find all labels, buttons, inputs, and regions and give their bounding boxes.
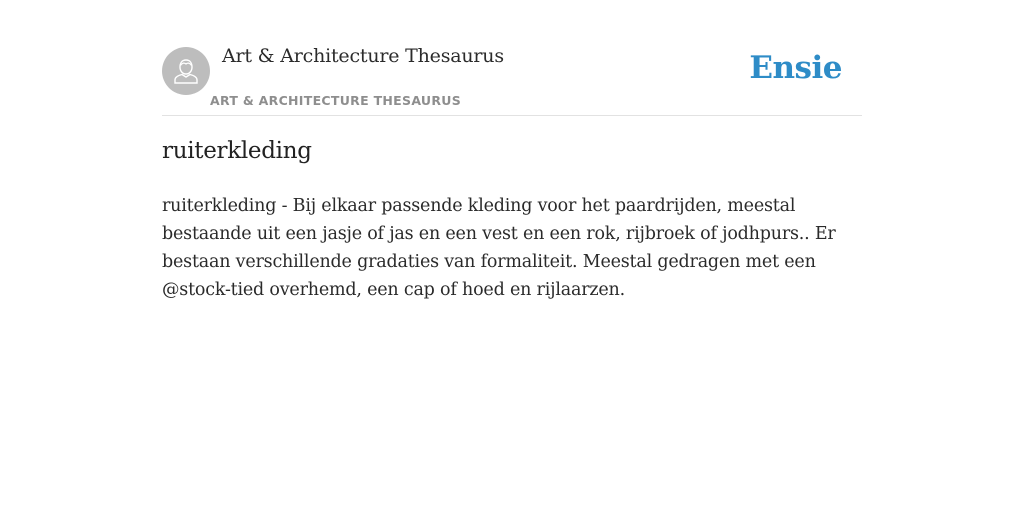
brand-logo[interactable]: Ensie <box>749 50 842 86</box>
page-container <box>162 0 862 300</box>
entry-title: ruiterkleding <box>162 138 312 164</box>
author-name-link[interactable]: Art & Architecture Thesaurus <box>222 45 504 67</box>
author-subtitle: ART & ARCHITECTURE THESAURUS <box>210 93 462 108</box>
entry-header <box>162 0 862 116</box>
entry-definition: ruiterkleding - Bij elkaar passende kleding voor het paardrijden, meestal bestaande uit een jasje of jas en een vest en een rok, rijbroek of jodhpurs.. Er bestaan verschillende gradaties van formaliteit. Meestal gedragen met een @stock-tied overhemd, een cap of hoed en rijlaarzen. <box>162 196 836 300</box>
user-icon <box>171 56 201 86</box>
author-avatar[interactable] <box>162 47 210 95</box>
